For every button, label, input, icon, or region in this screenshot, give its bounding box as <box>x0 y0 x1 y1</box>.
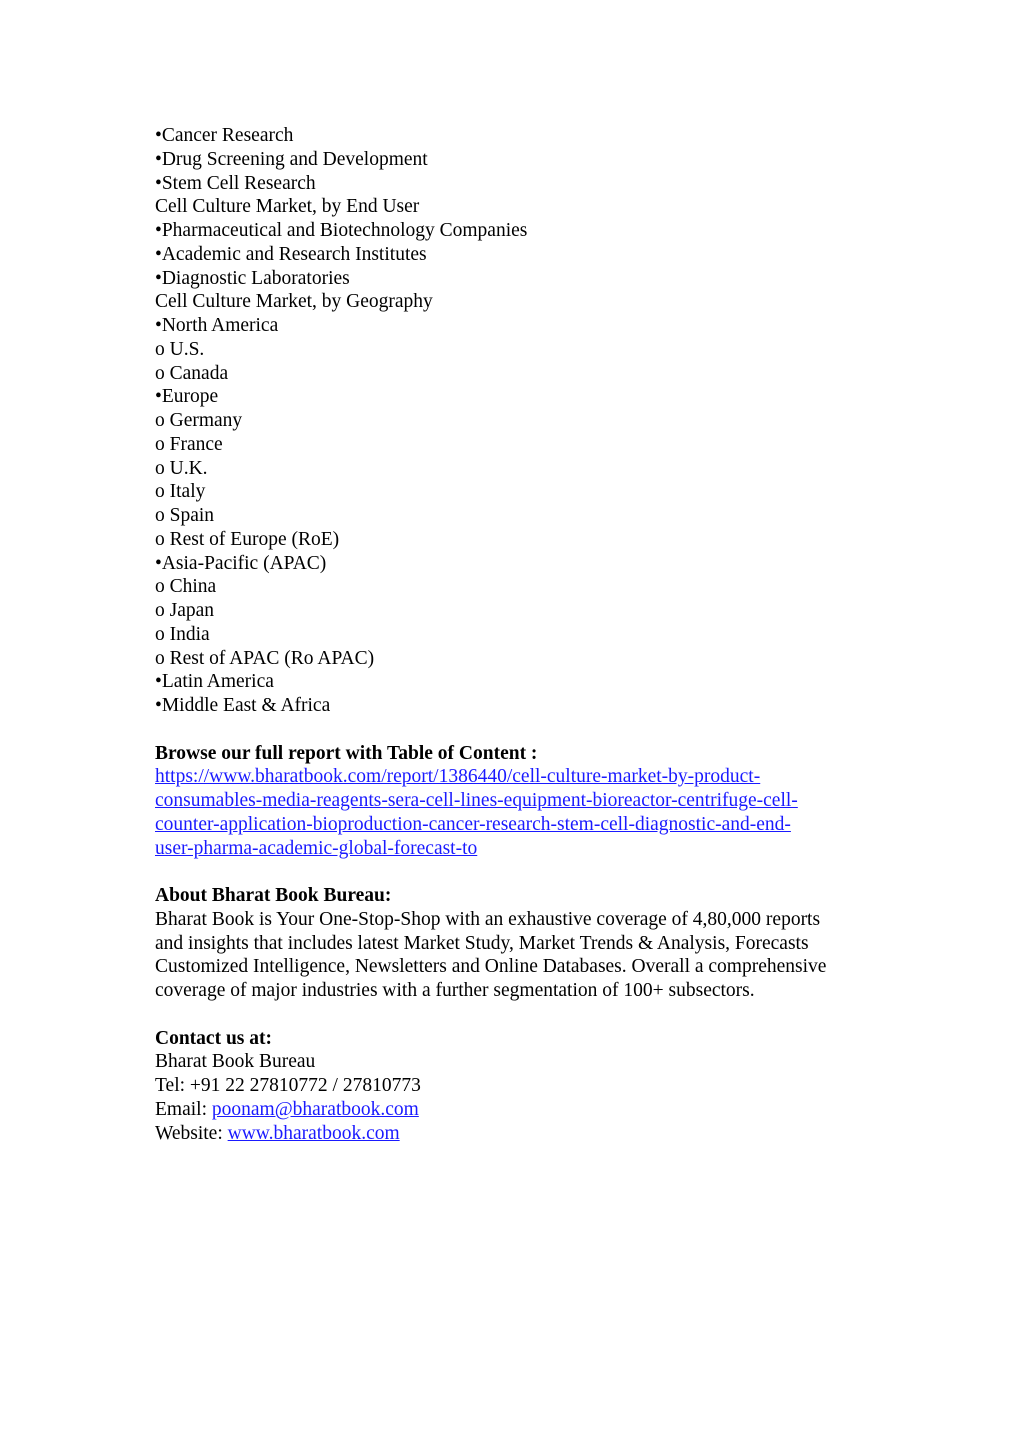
spacer <box>155 718 875 742</box>
contact-heading: Contact us at: <box>155 1027 272 1049</box>
list-item: o Canada <box>155 362 229 384</box>
list-item: o Germany <box>155 410 243 431</box>
report-link[interactable] <box>155 765 875 860</box>
spacer <box>155 860 875 884</box>
list-item: o Rest of APAC (Ro APAC) <box>155 647 375 669</box>
list-item: o U.S. <box>155 338 205 360</box>
list-item: •Diagnostic Laboratories <box>155 267 350 289</box>
email-line <box>155 1098 875 1122</box>
list-item: Cell Culture Market, by End User <box>155 196 420 218</box>
about-section <box>155 884 875 1003</box>
report-link-line[interactable]: counter-application-bioproduction-cancer-research-stem-cell-diagnostic-and-end- <box>155 813 791 835</box>
list-item: o Spain <box>155 505 215 526</box>
about-text-line: Bharat Book is Your One-Stop-Shop with an exhaustive coverage of 4,80,000 reports <box>155 908 821 930</box>
phone-number: Tel: +91 22 27810772 / 27810773 <box>155 1075 421 1096</box>
list-item: o India <box>155 623 210 645</box>
report-link-line[interactable]: https://www.bharatbook.com/report/1386440/cell-culture-market-by-product- <box>155 766 761 788</box>
list-item: •Academic and Research Institutes <box>155 243 427 265</box>
list-item: •Drug Screening and Development <box>155 148 428 170</box>
list-item: •Asia-Pacific (APAC) <box>155 552 327 574</box>
website-label: Website: <box>155 1122 228 1144</box>
email-link[interactable]: poonam@bharatbook.com <box>211 1098 419 1120</box>
contact-section <box>155 1027 875 1146</box>
list-item: •Cancer Research <box>155 125 294 146</box>
browse-heading: Browse our full report with Table of Content : <box>155 742 538 764</box>
list-item: •Pharmaceutical and Biotechnology Companies <box>155 220 528 241</box>
about-text-line: and insights that includes latest Market Study, Market Trends & Analysis, Forecasts <box>155 932 809 954</box>
list-item: o Japan <box>155 600 215 621</box>
list-item: •Middle East & Africa <box>155 695 331 716</box>
list-item: •North America <box>155 315 279 336</box>
browse-section <box>155 742 875 861</box>
segmentation-list <box>155 124 875 718</box>
about-text-line: Customized Intelligence, Newsletters and Online Databases. Overall a comprehensive <box>155 956 827 978</box>
list-item: o China <box>155 576 217 598</box>
list-item: o France <box>155 433 223 455</box>
website-line <box>155 1122 875 1146</box>
list-item: o U.K. <box>155 457 208 479</box>
list-item: •Latin America <box>155 671 274 693</box>
website-link[interactable]: www.bharatbook.com <box>227 1122 400 1144</box>
spacer <box>155 1003 875 1027</box>
list-item: o Italy <box>155 481 206 503</box>
about-heading: About Bharat Book Bureau: <box>155 885 392 906</box>
report-link-line[interactable]: consumables-media-reagents-sera-cell-lines-equipment-bioreactor-centrifuge-cell- <box>155 790 798 811</box>
list-item: o Rest of Europe (RoE) <box>155 528 340 550</box>
list-item: Cell Culture Market, by Geography <box>155 291 433 313</box>
about-text-line: coverage of major industries with a further segmentation of 100+ subsectors. <box>155 980 755 1001</box>
company-name: Bharat Book Bureau <box>155 1051 316 1073</box>
document-page <box>155 124 875 1145</box>
report-link-line[interactable]: user-pharma-academic-global-forecast-to <box>155 837 478 859</box>
list-item: •Europe <box>155 386 219 408</box>
email-label: Email: <box>155 1098 212 1120</box>
list-item: •Stem Cell Research <box>155 172 316 194</box>
